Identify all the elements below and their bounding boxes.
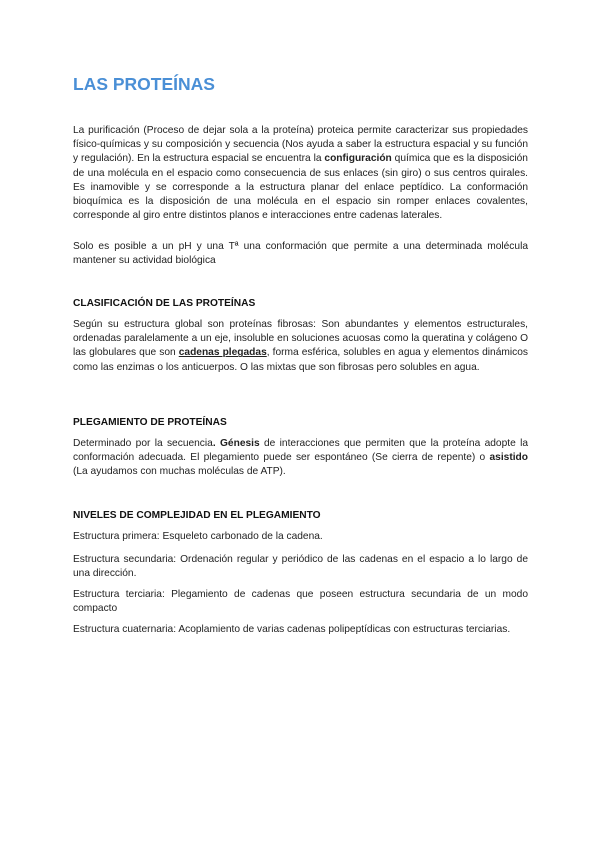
niveles-item-4-block	[73, 623, 528, 637]
clasificacion-heading: CLASIFICACIÓN DE LAS PROTEÍNAS	[73, 298, 256, 309]
intro-text-a: La purificación (Proceso de dejar sola a la proteína) proteica permite caracterizar sus propiedades físico-químicas y su composición y secuencia (Nos ayuda a saber la estructura espacial y su función y regulación). En la estructura espacial se encuentra la	[73, 125, 528, 165]
niveles-item-3-block	[73, 588, 528, 616]
plegamiento-text-c: de interacciones que permiten que la proteína adopte la conformación adecuada. El plegamiento puede ser espontáneo (Se cierra de repente) o	[73, 438, 528, 464]
niveles-item: Estructura cuaternaria: Acoplamiento de varias cadenas polipeptídicas con estructuras terciarias.	[73, 624, 511, 635]
niveles-heading: NIVELES DE COMPLEJIDAD EN EL PLEGAMIENTO	[73, 510, 321, 521]
plegamiento-text-a: Determinado por la secuencia	[73, 438, 213, 449]
intro-section	[73, 124, 528, 223]
intro-paragraph-2: Solo es posible a un pH y una Tª una conformación que permite a una determinada molécula mantener su actividad biológica	[73, 241, 528, 267]
clasificacion-body	[73, 318, 528, 375]
clasificacion-text-a: Según su estructura global son proteínas fibrosas: Son abundantes y elementos estructurales, ordenadas paralelamente a un eje, insoluble en soluciones acuosas como la queratina y colágeno O las globulares que son	[73, 319, 528, 359]
plegamiento-body	[73, 437, 528, 480]
intro-paragraph-1	[73, 124, 528, 223]
niveles-item: Estructura terciaria: Plegamiento de cadenas que poseen estructura secundaria de un modo compacto	[73, 589, 528, 615]
clasificacion-text-c: , forma esférica, solubles en agua y elementos dinámicos como las enzimas o los anticuerpos. O las mixtas que son fibrosas pero solubles en agua.	[73, 347, 528, 373]
niveles-item: Estructura primera: Esqueleto carbonado de la cadena.	[73, 531, 323, 542]
clasificacion-paragraph	[73, 318, 528, 375]
niveles-item-1-block	[73, 530, 528, 544]
plegamiento-heading: PLEGAMIENTO DE PROTEÍNAS	[73, 417, 227, 428]
intro-text-c: química que es la disposición de una molécula en el espacio como consecuencia de sus enlaces (sin giro) o sus centros quirales. Es inamovible y se corresponde a la estructura planar del enlace peptídico. La conformación bioquímica es la disposición de una molécula en el espacio sin romper enlaces covalentes, corresponde al giro entre distintos planos e interacciones entre cadenas laterales.	[73, 153, 528, 222]
intro-section-2	[73, 240, 528, 268]
niveles-section	[73, 509, 528, 523]
plegamiento-section	[73, 416, 528, 430]
configuracion-term: configuración	[324, 153, 392, 165]
plegamiento-paragraph	[73, 437, 528, 480]
plegamiento-text-e: (La ayudamos con muchas moléculas de ATP).	[73, 466, 286, 478]
niveles-item: Estructura secundaria: Ordenación regular y periódico de las cadenas en el espacio a lo largo de una dirección.	[73, 554, 528, 580]
asistido-term: asistido	[489, 452, 528, 464]
genesis-term: . Génesis	[212, 438, 260, 449]
page-title: LAS PROTEÍNAS	[73, 74, 215, 94]
niveles-item-2-block	[73, 553, 528, 581]
clasificacion-section	[73, 297, 528, 311]
cadenas-plegadas-term: cadenas plegadas	[178, 347, 267, 359]
